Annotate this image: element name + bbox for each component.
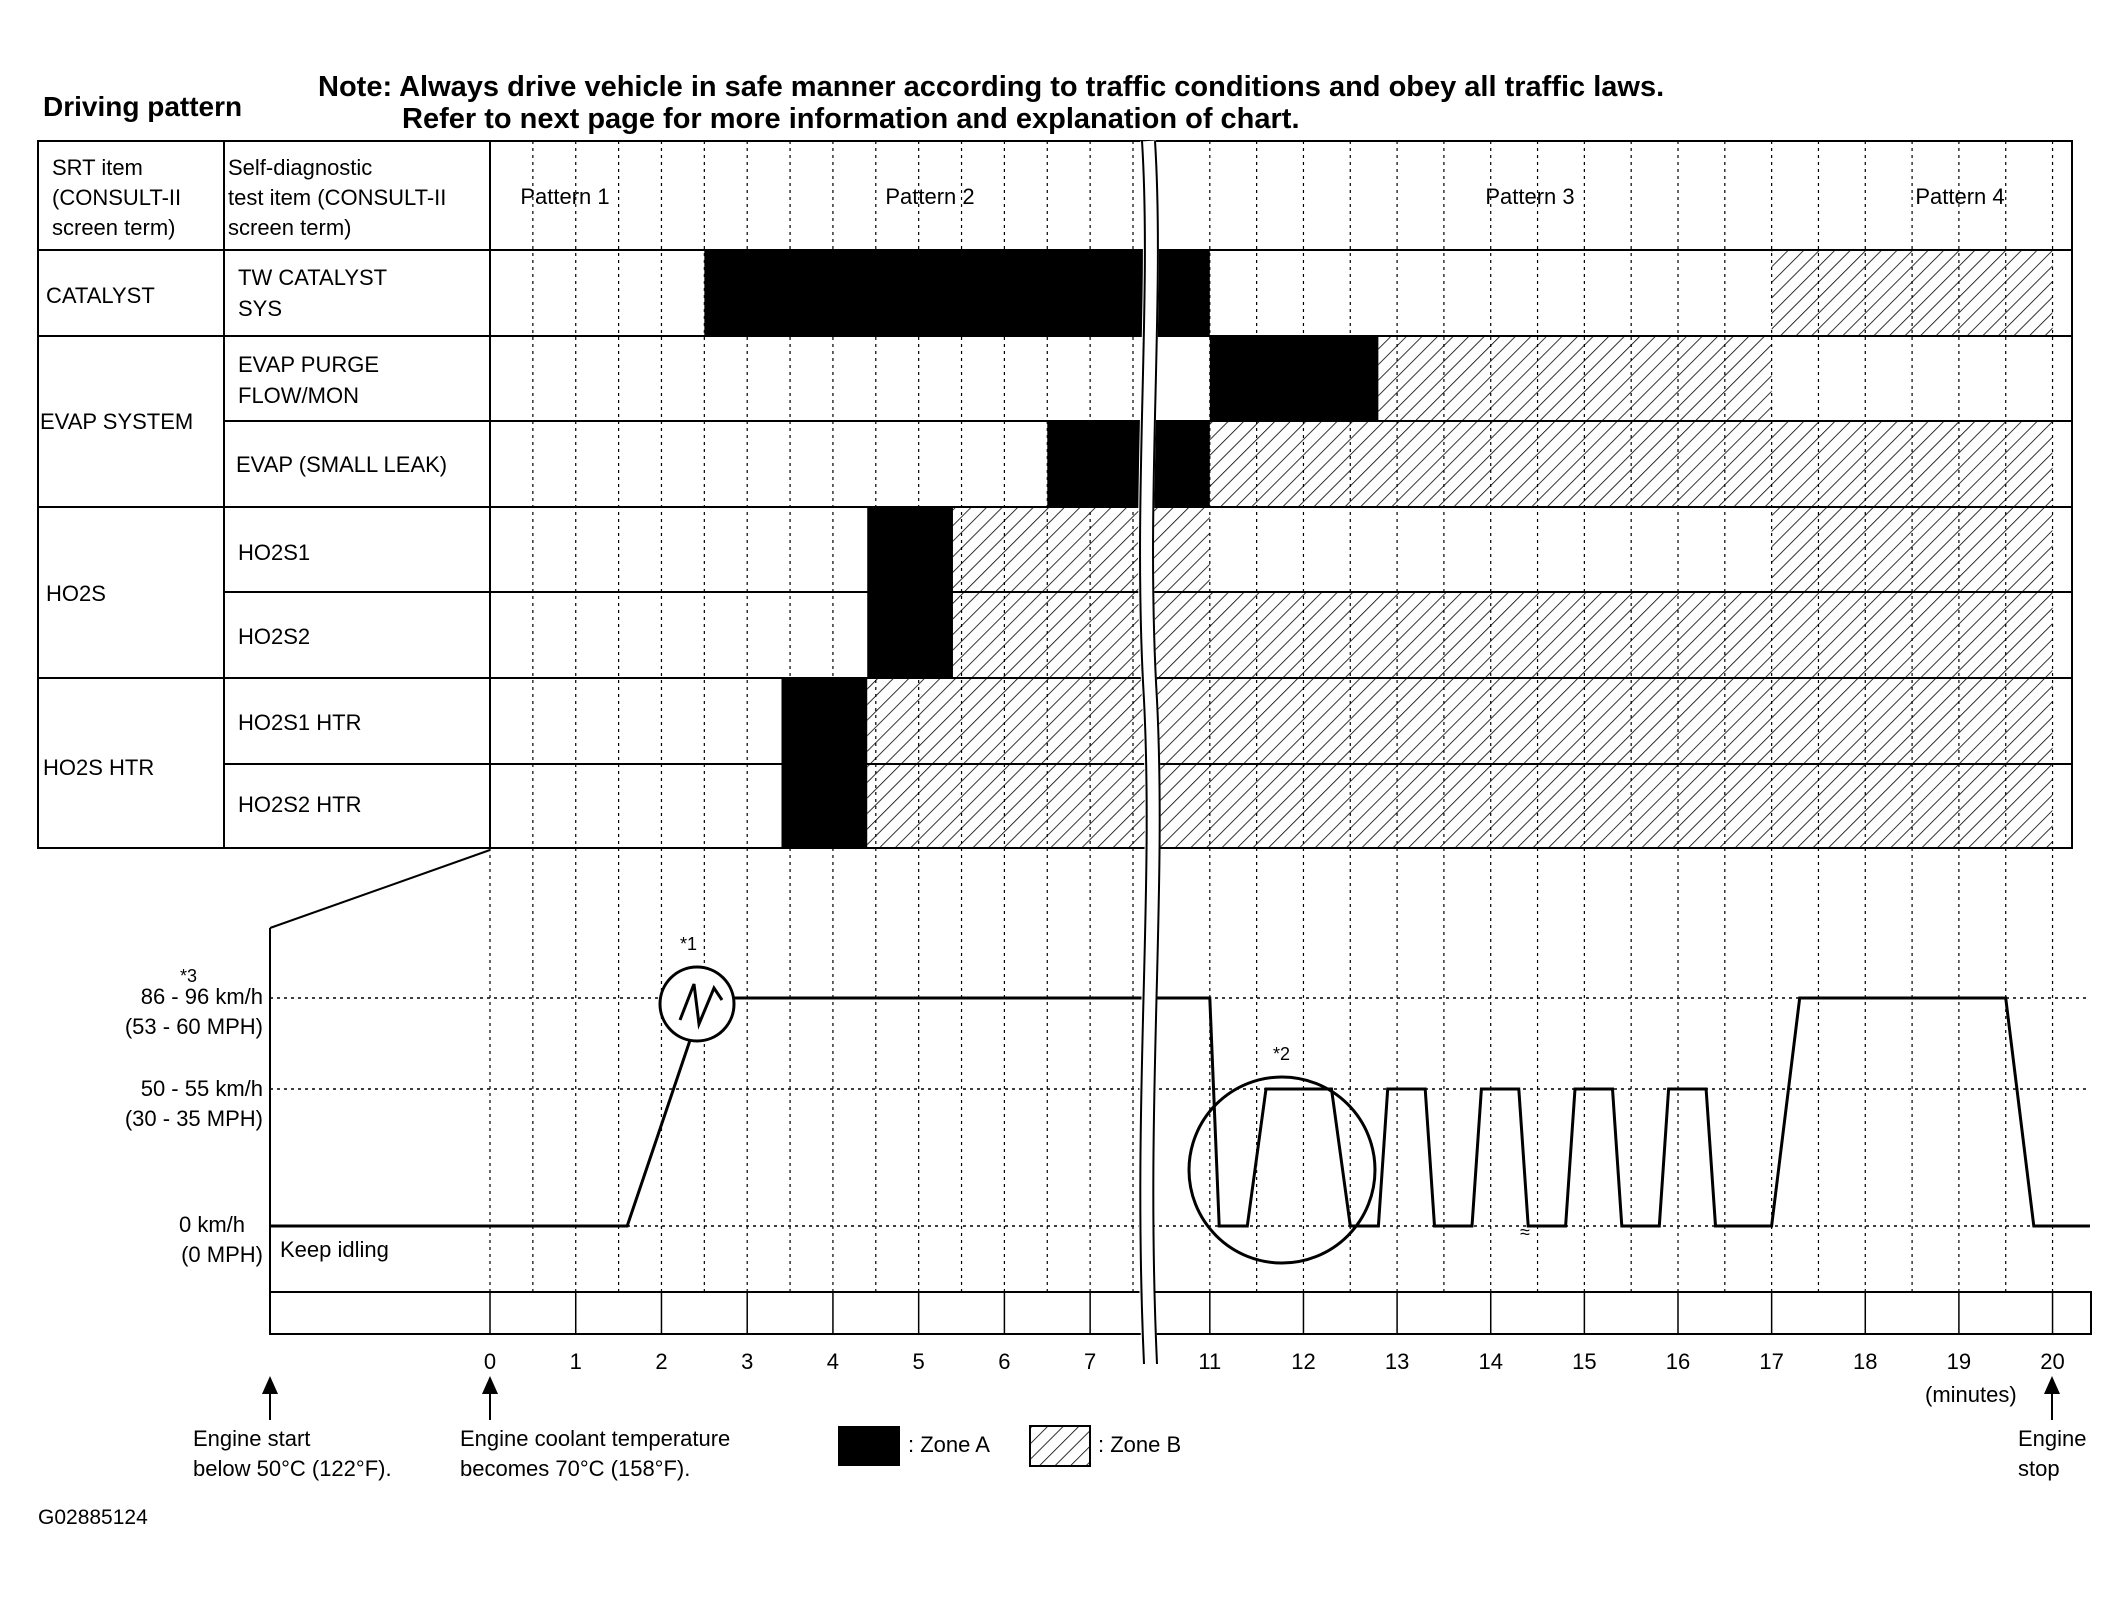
engine-start-arrow xyxy=(262,1376,278,1420)
svg-text:stop: stop xyxy=(2018,1456,2060,1481)
svg-text:test item (CONSULT-II: test item (CONSULT-II xyxy=(228,185,447,210)
speed-profile-line xyxy=(270,998,2090,1226)
legend-zone-a-label: : Zone A xyxy=(908,1432,990,1457)
time-axis-bar xyxy=(270,1292,2091,1334)
safety-note-refer: Refer to next page for more information and explanation of chart. xyxy=(402,103,1300,135)
speed-label-high xyxy=(125,984,263,1039)
svg-text:Engine start: Engine start xyxy=(193,1426,311,1451)
self-diagnostic-header xyxy=(228,155,446,240)
pattern-3-header: Pattern 3 xyxy=(1485,184,1575,209)
figure-id: G02885124 xyxy=(38,1506,148,1529)
speed-label-zero xyxy=(179,1212,263,1267)
engine-start-note xyxy=(193,1426,392,1481)
group-evap-system: EVAP SYSTEM xyxy=(40,409,194,434)
tick-label: 3 xyxy=(741,1349,754,1374)
svg-text:SYS: SYS xyxy=(238,296,283,321)
srt-item-header xyxy=(52,155,181,240)
tick-label: 1 xyxy=(569,1349,582,1374)
group-catalyst: CATALYST xyxy=(46,283,155,308)
svg-text:below 50°C (122°F).: below 50°C (122°F). xyxy=(193,1456,392,1481)
svg-text:Engine coolant temperature: Engine coolant temperature xyxy=(460,1426,731,1451)
speed-level-lines xyxy=(270,998,2090,1226)
tick-label: 12 xyxy=(1291,1349,1316,1374)
tick-label: 13 xyxy=(1384,1349,1410,1374)
pattern-2-header: Pattern 2 xyxy=(885,184,975,209)
svg-text:EVAP PURGE: EVAP PURGE xyxy=(238,352,380,377)
zone-a-bar xyxy=(1047,421,1210,507)
svg-text:0 km/h: 0 km/h xyxy=(178,1212,245,1237)
tick-label: 16 xyxy=(1665,1349,1691,1374)
group-ho2s-htr: HO2S HTR xyxy=(43,755,155,780)
speed-label-mid xyxy=(125,1076,263,1131)
legend-zone-b-swatch xyxy=(1030,1426,1090,1466)
note-star3: *3 xyxy=(180,966,198,986)
zone-b-bar xyxy=(867,678,2052,764)
tick-label: 0 xyxy=(483,1349,497,1374)
row-evap-small-leak: EVAP (SMALL LEAK) xyxy=(236,452,448,477)
legend-zone-a-swatch xyxy=(838,1426,900,1466)
time-tick-labels xyxy=(484,1349,2065,1374)
keep-idling-label: Keep idling xyxy=(280,1237,389,1262)
row-tw-catalyst-sys xyxy=(238,265,387,321)
svg-text:(CONSULT-II: (CONSULT-II xyxy=(52,185,182,210)
tick-label: 11 xyxy=(1198,1349,1222,1374)
zone-b-bar xyxy=(1378,336,1771,421)
marker-star1 xyxy=(660,934,734,1041)
tick-label: 7 xyxy=(1084,1349,1097,1374)
tick-label: 14 xyxy=(1478,1349,1503,1374)
zone-b-bar xyxy=(867,764,2052,848)
tick-label: 15 xyxy=(1572,1349,1597,1374)
svg-text:screen term): screen term) xyxy=(52,215,176,240)
time-break-mark: ≈ xyxy=(1520,1222,1530,1242)
minutes-unit: (minutes) xyxy=(1925,1382,2017,1407)
svg-text:becomes 70°C (158°F).: becomes 70°C (158°F). xyxy=(460,1456,691,1481)
row-ho2s1: HO2S1 xyxy=(238,540,311,565)
tick-label: 17 xyxy=(1759,1349,1784,1374)
svg-text:(53 - 60 MPH): (53 - 60 MPH) xyxy=(124,1014,263,1039)
row-ho2s2: HO2S2 xyxy=(238,624,311,649)
svg-text:FLOW/MON: FLOW/MON xyxy=(238,383,359,408)
svg-text:86 - 96 km/h: 86 - 96 km/h xyxy=(140,984,263,1009)
tick-label: 18 xyxy=(1853,1349,1878,1374)
row-evap-purge-flow-mon xyxy=(238,352,379,408)
svg-text:*2: *2 xyxy=(1273,1044,1291,1064)
page-title: Driving pattern xyxy=(43,91,243,122)
tick-label: 4 xyxy=(826,1349,840,1374)
engine-stop-note xyxy=(2018,1426,2087,1481)
zone-b-bar xyxy=(953,507,1210,592)
svg-text:TW CATALYST: TW CATALYST xyxy=(238,265,388,290)
row-ho2s1-htr: HO2S1 HTR xyxy=(238,710,362,735)
svg-text:*1: *1 xyxy=(680,934,698,954)
legend xyxy=(838,1426,1181,1466)
tick-label: 19 xyxy=(1946,1349,1972,1374)
tick-label: 2 xyxy=(655,1349,668,1374)
svg-text:screen term): screen term) xyxy=(228,215,352,240)
pattern-4-header: Pattern 4 xyxy=(1915,184,2005,209)
tick-label: 5 xyxy=(912,1349,925,1374)
safety-note: Note: Always drive vehicle in safe manner according to traffic conditions and obey all traffic laws. xyxy=(318,71,1665,103)
tick-label: 20 xyxy=(2040,1349,2065,1374)
coolant-arrow xyxy=(482,1376,498,1420)
svg-text:Engine: Engine xyxy=(2018,1426,2087,1451)
row-ho2s2-htr: HO2S2 HTR xyxy=(238,792,362,817)
zone-bars xyxy=(704,250,2052,848)
svg-text:(30 - 35 MPH): (30 - 35 MPH) xyxy=(124,1106,263,1131)
zone-a-bar xyxy=(1210,336,1379,421)
engine-stop-arrow xyxy=(2044,1376,2060,1420)
pattern-1-header: Pattern 1 xyxy=(520,184,610,209)
svg-text:(0 MPH): (0 MPH) xyxy=(181,1242,263,1267)
tick-label: 6 xyxy=(998,1349,1011,1374)
zone-a-bar xyxy=(867,507,953,592)
group-ho2s: HO2S xyxy=(46,581,106,606)
svg-text:SRT item: SRT item xyxy=(52,155,143,180)
coolant-note xyxy=(460,1426,730,1481)
svg-text:Self-diagnostic: Self-diagnostic xyxy=(228,155,373,180)
zone-a-bar xyxy=(704,250,1209,336)
zone-a-bar xyxy=(781,678,867,764)
zone-a-bar xyxy=(781,764,867,848)
zone-b-bar xyxy=(953,592,2053,678)
legend-zone-b-label: : Zone B xyxy=(1098,1432,1182,1457)
zone-a-bar xyxy=(867,592,953,678)
svg-text:50 - 55 km/h: 50 - 55 km/h xyxy=(140,1076,263,1101)
